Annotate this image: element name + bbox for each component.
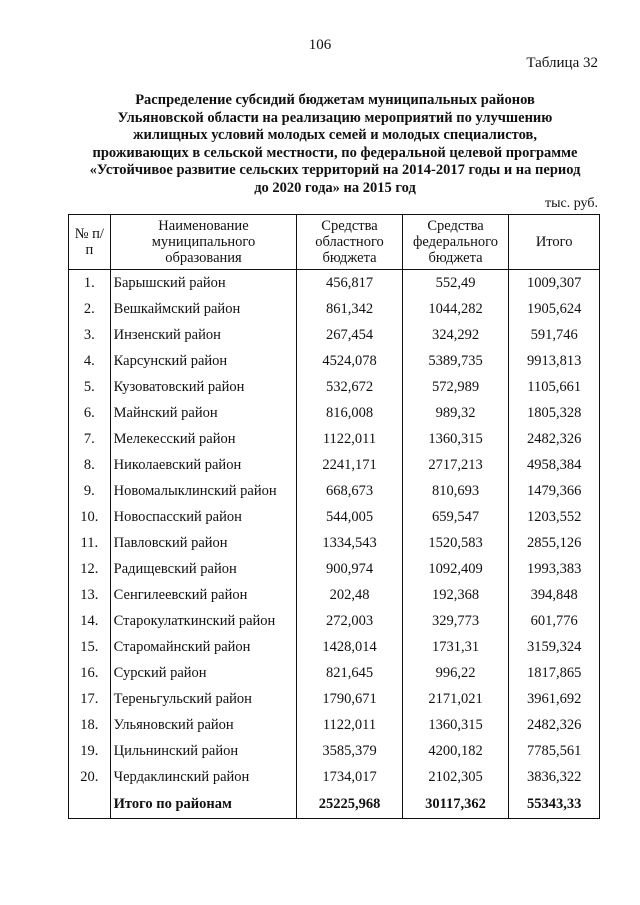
row-num: 7.	[69, 426, 111, 452]
row-total: 9913,813	[509, 348, 600, 374]
table-row	[69, 712, 600, 738]
row-regional: 202,48	[297, 582, 402, 608]
row-name: Карсунский район	[110, 348, 297, 374]
row-name: Чердаклинский район	[110, 764, 297, 790]
row-name: Новомалыклинский район	[110, 478, 297, 504]
header-federal: Средства федерального бюджета	[402, 215, 509, 270]
table-row	[69, 634, 600, 660]
row-regional: 668,673	[297, 478, 402, 504]
row-federal: 810,693	[402, 478, 509, 504]
row-num: 14.	[69, 608, 111, 634]
row-total: 3159,324	[509, 634, 600, 660]
row-federal: 572,989	[402, 374, 509, 400]
table-row	[69, 608, 600, 634]
row-total: 2855,126	[509, 530, 600, 556]
table-row	[69, 452, 600, 478]
total-row	[69, 790, 600, 819]
row-total: 2482,326	[509, 712, 600, 738]
row-total: 1905,624	[509, 296, 600, 322]
row-federal: 1360,315	[402, 712, 509, 738]
row-regional: 267,454	[297, 322, 402, 348]
row-total: 7785,561	[509, 738, 600, 764]
row-federal: 329,773	[402, 608, 509, 634]
table-label: Таблица 32	[526, 55, 598, 71]
row-regional: 3585,379	[297, 738, 402, 764]
total-label: Итого по районам	[110, 790, 297, 819]
row-num: 1.	[69, 270, 111, 297]
row-num: 18.	[69, 712, 111, 738]
table-row	[69, 374, 600, 400]
row-num: 10.	[69, 504, 111, 530]
row-regional: 1790,671	[297, 686, 402, 712]
header-num: № п/п	[69, 215, 111, 270]
row-federal: 2171,021	[402, 686, 509, 712]
row-num: 12.	[69, 556, 111, 582]
row-federal: 4200,182	[402, 738, 509, 764]
row-federal: 1520,583	[402, 530, 509, 556]
table-body	[69, 270, 600, 791]
row-federal: 5389,735	[402, 348, 509, 374]
row-num: 11.	[69, 530, 111, 556]
row-total: 1817,865	[509, 660, 600, 686]
table-row	[69, 426, 600, 452]
row-name: Павловский район	[110, 530, 297, 556]
row-num: 19.	[69, 738, 111, 764]
row-regional: 456,817	[297, 270, 402, 297]
row-federal: 659,547	[402, 504, 509, 530]
row-name: Инзенский район	[110, 322, 297, 348]
row-regional: 1334,543	[297, 530, 402, 556]
row-name: Кузоватовский район	[110, 374, 297, 400]
row-num: 17.	[69, 686, 111, 712]
row-total: 1009,307	[509, 270, 600, 297]
row-num: 4.	[69, 348, 111, 374]
header-regional: Средства областного бюджета	[297, 215, 402, 270]
title-line: до 2020 года» на 2015 год	[254, 179, 416, 196]
total-regional: 25225,968	[297, 790, 402, 819]
row-federal: 192,368	[402, 582, 509, 608]
title-line: Ульяновской области на реализацию мероприятий по улучшению	[117, 109, 553, 126]
row-regional: 1122,011	[297, 426, 402, 452]
row-name: Сурский район	[110, 660, 297, 686]
row-federal: 1044,282	[402, 296, 509, 322]
row-name: Старомайнский район	[110, 634, 297, 660]
table-row	[69, 738, 600, 764]
row-num: 6.	[69, 400, 111, 426]
row-name: Мелекесский район	[110, 426, 297, 452]
table-row	[69, 296, 600, 322]
row-total: 1203,552	[509, 504, 600, 530]
row-num: 15.	[69, 634, 111, 660]
table-row	[69, 478, 600, 504]
row-federal: 324,292	[402, 322, 509, 348]
row-total: 601,776	[509, 608, 600, 634]
row-regional: 544,005	[297, 504, 402, 530]
row-total: 591,746	[509, 322, 600, 348]
row-name: Барышский район	[110, 270, 297, 297]
row-federal: 552,49	[402, 270, 509, 297]
row-num: 13.	[69, 582, 111, 608]
table-row	[69, 322, 600, 348]
row-name: Новоспасский район	[110, 504, 297, 530]
table-row	[69, 270, 600, 297]
title-line: «Устойчивое развитие сельских территорий на 2014-2017 годы и на период	[89, 162, 581, 178]
row-total: 1105,661	[509, 374, 600, 400]
row-total: 1993,383	[509, 556, 600, 582]
table-row	[69, 530, 600, 556]
row-total: 3836,322	[509, 764, 600, 790]
header-name: Наименование муниципального образования	[110, 215, 297, 270]
row-num: 16.	[69, 660, 111, 686]
row-federal: 996,22	[402, 660, 509, 686]
row-num: 5.	[69, 374, 111, 400]
row-regional: 532,672	[297, 374, 402, 400]
row-federal: 2102,305	[402, 764, 509, 790]
row-federal: 989,32	[402, 400, 509, 426]
subsidy-table	[68, 214, 600, 819]
table-row	[69, 556, 600, 582]
header-total: Итого	[509, 215, 600, 270]
row-num: 20.	[69, 764, 111, 790]
table-row	[69, 400, 600, 426]
total-total: 55343,33	[509, 790, 600, 819]
document-title	[70, 92, 600, 197]
row-regional: 1428,014	[297, 634, 402, 660]
table-header-row	[69, 215, 600, 270]
row-name: Вешкаймский район	[110, 296, 297, 322]
row-num: 3.	[69, 322, 111, 348]
total-num-cell	[69, 790, 111, 819]
table-row	[69, 764, 600, 790]
title-line: Распределение субсидий бюджетам муниципальных районов	[135, 92, 535, 108]
row-num: 9.	[69, 478, 111, 504]
row-name: Старокулаткинский район	[110, 608, 297, 634]
row-regional: 1122,011	[297, 712, 402, 738]
row-regional: 272,003	[297, 608, 402, 634]
row-name: Цильнинский район	[110, 738, 297, 764]
row-total: 1805,328	[509, 400, 600, 426]
title-line: жилищных условий молодых семей и молодых специалистов,	[133, 127, 537, 143]
row-name: Майнский район	[110, 400, 297, 426]
row-name: Сенгилеевский район	[110, 582, 297, 608]
row-regional: 2241,171	[297, 452, 402, 478]
row-name: Николаевский район	[110, 452, 297, 478]
row-regional: 816,008	[297, 400, 402, 426]
row-num: 8.	[69, 452, 111, 478]
row-name: Тереньгульский район	[110, 686, 297, 712]
row-regional: 900,974	[297, 556, 402, 582]
table-row	[69, 348, 600, 374]
row-federal: 1360,315	[402, 426, 509, 452]
row-federal: 1092,409	[402, 556, 509, 582]
row-total: 3961,692	[509, 686, 600, 712]
row-regional: 1734,017	[297, 764, 402, 790]
row-regional: 821,645	[297, 660, 402, 686]
row-num: 2.	[69, 296, 111, 322]
units-label: тыс. руб.	[545, 196, 598, 211]
row-name: Ульяновский район	[110, 712, 297, 738]
title-line: проживающих в сельской местности, по федеральной целевой программе	[92, 144, 578, 161]
row-regional: 861,342	[297, 296, 402, 322]
table-row	[69, 686, 600, 712]
row-total: 4958,384	[509, 452, 600, 478]
row-total: 1479,366	[509, 478, 600, 504]
total-federal: 30117,362	[402, 790, 509, 819]
table-row	[69, 660, 600, 686]
table-row	[69, 582, 600, 608]
table-row	[69, 504, 600, 530]
row-total: 2482,326	[509, 426, 600, 452]
row-name: Радищевский район	[110, 556, 297, 582]
row-total: 394,848	[509, 582, 600, 608]
page-number: 106	[308, 37, 332, 53]
row-regional: 4524,078	[297, 348, 402, 374]
row-federal: 1731,31	[402, 634, 509, 660]
row-federal: 2717,213	[402, 452, 509, 478]
